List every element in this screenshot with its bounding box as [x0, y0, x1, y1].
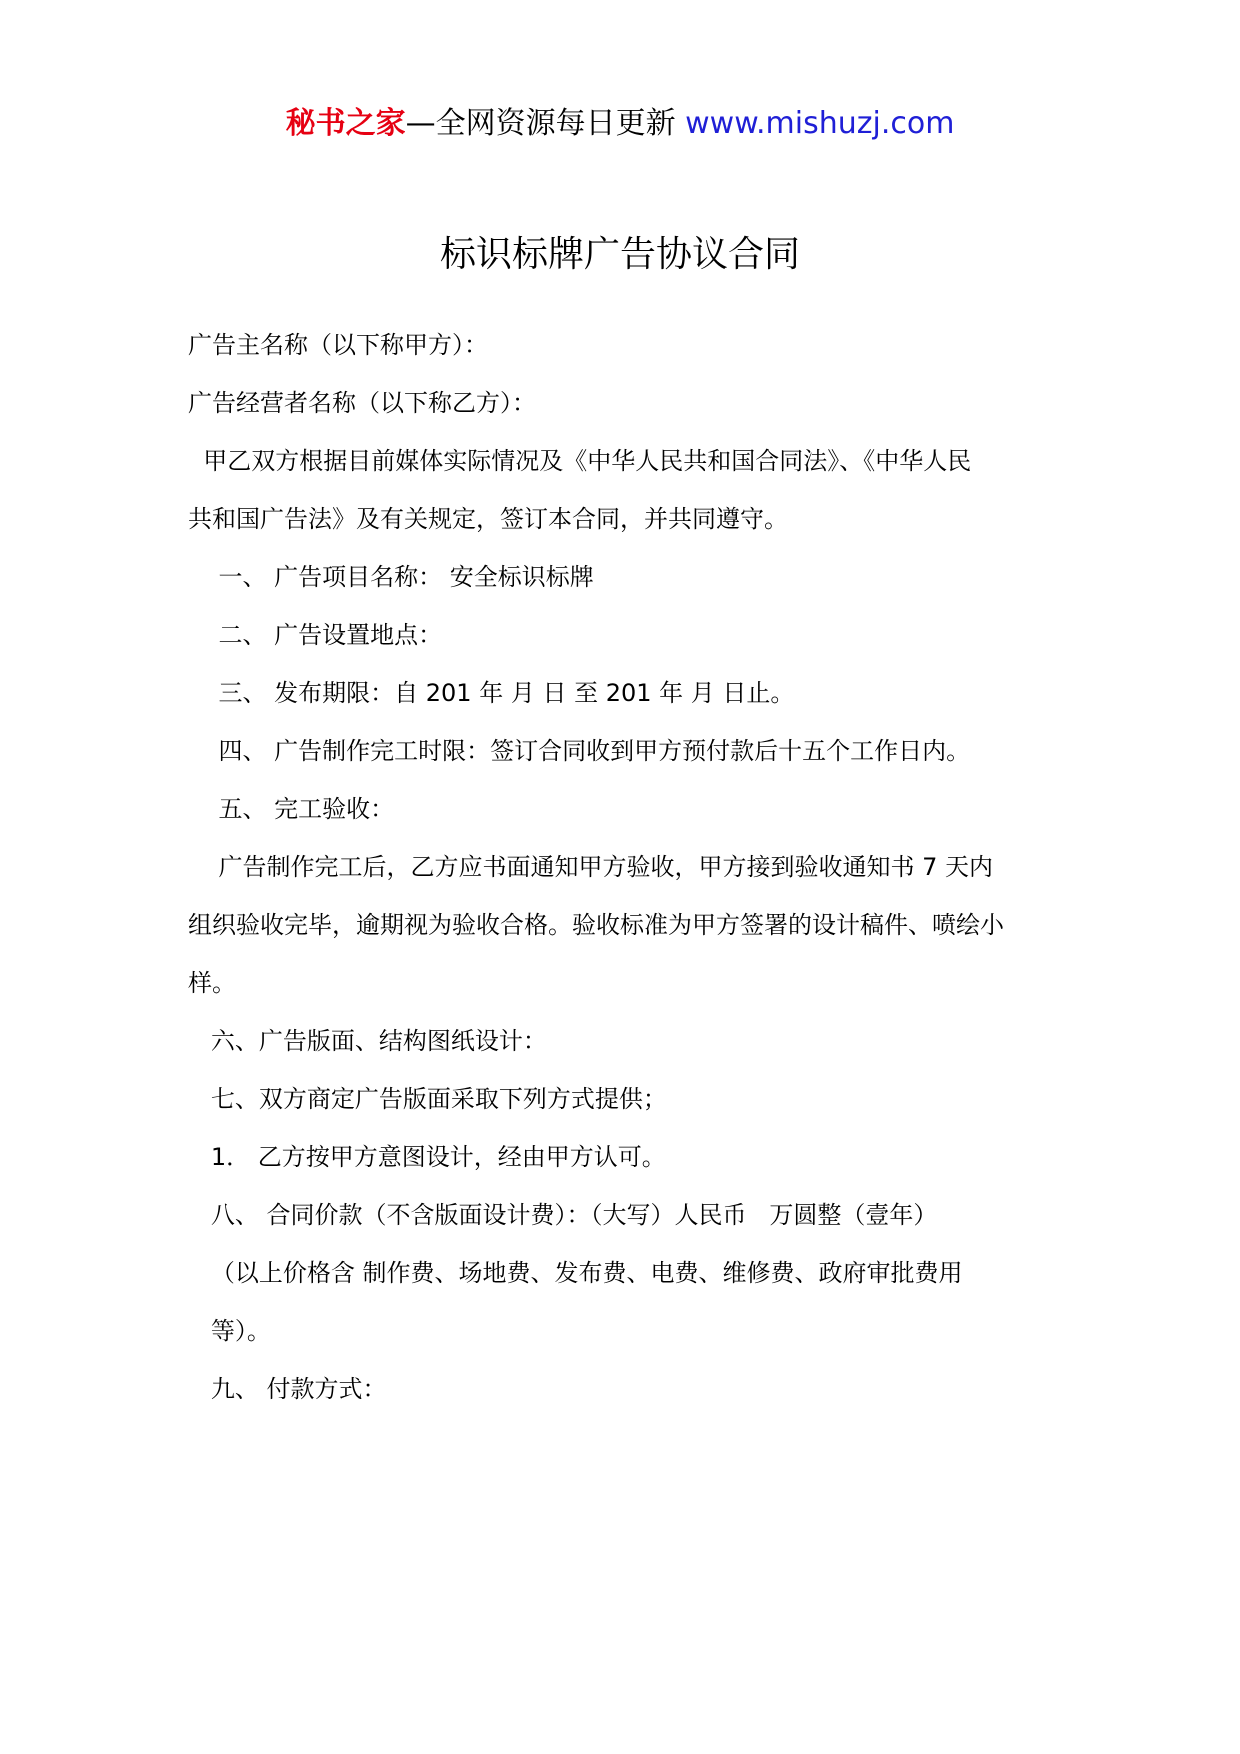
document-title: 标识标牌广告协议合同 — [439, 234, 800, 275]
clause-4: 四、 广告制作完工时限：签订合同收到甲方预付款后十五个工作日内。 — [188, 737, 971, 765]
clause-7-item-1: 1． 乙方按甲方意图设计，经由甲方认可。 — [188, 1143, 666, 1171]
clause-2: 二、 广告设置地点： — [188, 621, 443, 649]
preamble-line-1: 甲乙双方根据目前媒体实际情况及《中华人民共和国合同法》、《中华人民 — [188, 447, 972, 475]
banner-url-link[interactable]: www.mishuzj.com — [685, 106, 955, 141]
clause-5-text-3: 样。 — [188, 969, 236, 997]
party-a-line: 广告主名称（以下称甲方）： — [188, 331, 488, 359]
clause-8-note-2: 等）。 — [188, 1317, 271, 1345]
party-b-line: 广告经营者名称（以下称乙方）： — [188, 389, 536, 417]
clause-8-note-1: （以上价格含 制作费、场地费、发布费、电费、维修费、政府审批费用 — [188, 1259, 963, 1287]
clause-7: 七、双方商定广告版面采取下列方式提供； — [188, 1085, 667, 1113]
clause-8: 八、 合同价款（不含版面设计费）：（大写）人民币 万圆整（壹年） — [188, 1201, 938, 1229]
clause-3: 三、 发布期限：自 201 年 月 日 至 201 年 月 日止。 — [188, 679, 795, 707]
clause-5: 五、 完工验收： — [188, 795, 395, 823]
preamble-line-2: 共和国广告法》及有关规定，签订本合同，并共同遵守。 — [188, 505, 788, 533]
clause-5-text-2: 组织验收完毕，逾期视为验收合格。验收标准为甲方签署的设计稿件、喷绘小 — [188, 911, 1004, 939]
site-banner — [0, 100, 1240, 148]
clause-1: 一、 广告项目名称： 安全标识标牌 — [188, 563, 594, 591]
banner-brand: 秘书之家 — [285, 106, 406, 141]
clause-6: 六、广告版面、结构图纸设计： — [188, 1027, 547, 1055]
banner-tagline: —全网资源每日更新 — [405, 106, 686, 141]
clause-9: 九、 付款方式： — [188, 1375, 387, 1403]
clause-5-text-1: 广告制作完工后，乙方应书面通知甲方验收，甲方接到验收通知书 7 天内 — [188, 853, 994, 881]
